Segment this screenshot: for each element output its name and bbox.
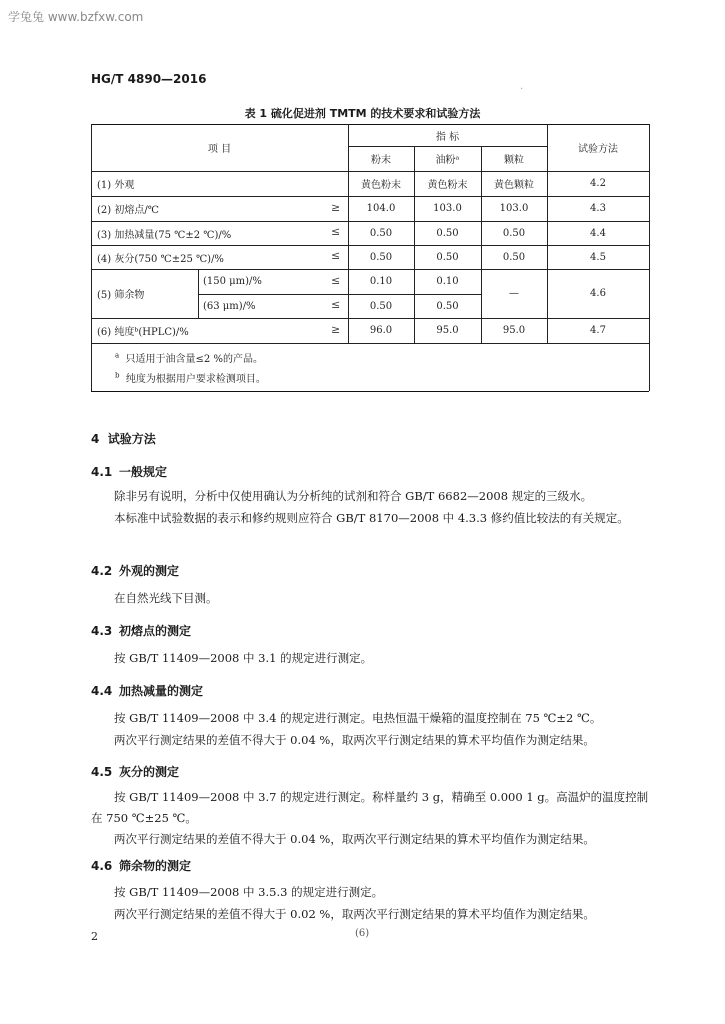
row-sieve-150-oil: 0.10 [436,276,459,287]
row-sieve-150-powder: 0.10 [369,276,393,287]
section-4-6-heading: 4.6 筛余物的测定 [91,859,192,873]
section-4-6-para-1: 按 GB/T 11409—2008 中 3.5.3 的规定进行测定。 [114,885,384,899]
header-powder: 粉末 [371,155,391,166]
header-item: 项 目 [207,144,232,155]
row-ash-label: (4) 灰分(750 ℃±25 ℃)/% [97,253,224,265]
header-oil-powder: 油粉ᵃ [435,155,460,166]
row-sieve-label: (5) 筛余物 [97,290,145,301]
row-heatloss-granule: 0.50 [502,227,526,239]
section-4-5-heading: 4.5 灰分的测定 [91,765,180,779]
row-heatloss-sym: ≤ [331,225,341,238]
row-heatloss-label: (3) 加热减量(75 ℃±2 ℃)/% [97,229,232,241]
row-heatloss-method: 4.4 [590,227,606,239]
row-purity-oil: 95.0 [436,325,459,336]
row-appearance-oil: 黄色粉末 [427,180,468,191]
row-sieve-method: 4.6 [590,288,606,299]
row-purity-sym: ≥ [331,323,341,336]
section-4-1-para-1: 除非另有说明，分析中仅使用确认为分析纯的试剂和符合 GB/T 6682—2008 规定的三级水。 [114,489,593,503]
row-melting-label: (2) 初熔点/℃ [97,205,159,216]
header-granule: 颗粒 [504,155,524,166]
row-ash-granule: 0.50 [502,251,526,263]
row-ash-oil: 0.50 [436,251,459,263]
standard-code: HG/T 4890—2016 [91,72,207,86]
row-ash-method: 4.5 [590,251,606,263]
row-melting-sym: ≥ [331,201,341,214]
table-title: 表 1 硫化促进剂 TMTM 的技术要求和试验方法 [244,107,481,120]
section-4-4-heading: 4.4 加热减量的测定 [91,684,204,698]
row-purity-method: 4.7 [590,325,606,336]
section-4-4-para-2: 两次平行测定结果的差值不得大于 0.04 %，取两次平行测定结果的算术平均值作为测定结果。 [114,733,595,747]
section-4-1-heading: 4.1 一般规定 [91,465,168,479]
row-melting-oil: 103.0 [433,203,462,214]
row-purity-granule: 95.0 [502,325,526,336]
row-melting-granule: 103.0 [499,203,529,214]
row-appearance-granule: 黄色颗粒 [494,180,534,191]
row-ash-sym: ≤ [331,249,341,262]
row-purity-powder: 96.0 [369,325,393,336]
scan-mark: · [520,84,524,95]
section-4-heading: 4 试验方法 [91,432,156,446]
header-indicator: 指 标 [435,131,460,143]
row-sieve-63-powder: 0.50 [369,300,393,312]
row-appearance-label: (1) 外观 [97,180,135,191]
section-4-2-heading: 4.2 外观的测定 [91,564,180,578]
section-4-1-para-2: 本标准中试验数据的表示和修约规则应符合 GB/T 8170—2008 中 4.3.3 修约值比较法的有关规定。 [114,511,629,525]
section-4-6-para-2: 两次平行测定结果的差值不得大于 0.02 %，取两次平行测定结果的算术平均值作为测定结果。 [114,907,595,921]
section-4-3-para-1: 按 GB/T 11409—2008 中 3.1 的规定进行测定。 [114,651,373,665]
row-appearance-powder: 黄色粉末 [361,180,401,191]
requirements-table [91,124,649,392]
row-melting-powder: 104.0 [366,203,396,214]
row-melting-method: 4.3 [590,203,606,214]
footer-center-mark: (6) [355,928,370,939]
row-purity-label: (6) 纯度ᵇ(HPLC)/% [97,327,189,338]
section-4-3-heading: 4.3 初熔点的测定 [91,624,192,638]
section-4-5-para-2: 两次平行测定结果的差值不得大于 0.04 %，取两次平行测定结果的算术平均值作为测定结果。 [114,832,595,846]
row-sieve-63-oil: 0.50 [436,300,459,312]
section-4-5-para-1: 按 GB/T 11409—2008 中 3.7 的规定进行测定。称样量约 3 g，精确至 0.000 1 g。高温炉的温度控制在 750 ℃±25 ℃。 [91,790,649,825]
section-4-2-para-1: 在自然光线下目测。 [114,591,218,605]
row-sieve-63-label: (63 μm)/% [203,300,256,312]
section-4-4-para-1: 按 GB/T 11409—2008 中 3.4 的规定进行测定。电热恒温干燥箱的温度控制在 75 ℃±2 ℃。 [114,711,602,725]
page-number: 2 [91,930,98,943]
row-sieve-63-sym: ≤ [331,298,341,311]
row-appearance-method: 4.2 [590,178,606,189]
row-sieve-150-sym: ≤ [331,274,341,287]
row-heatloss-powder: 0.50 [369,227,393,239]
row-sieve-150-label: (150 μm)/% [203,276,262,287]
table-note-b: $^b$ 纯度为根据用户要求检测项目。 [115,371,266,385]
table-note-a: $^a$ 只适用于油含量≤2 %的产品。 [115,351,263,365]
watermark: 学兔兔 www.bzfxw.com [8,10,144,24]
row-ash-powder: 0.50 [369,251,393,263]
header-test-method: 试验方法 [578,144,618,155]
row-heatloss-oil: 0.50 [436,227,459,239]
row-sieve-granule: — [509,288,519,299]
